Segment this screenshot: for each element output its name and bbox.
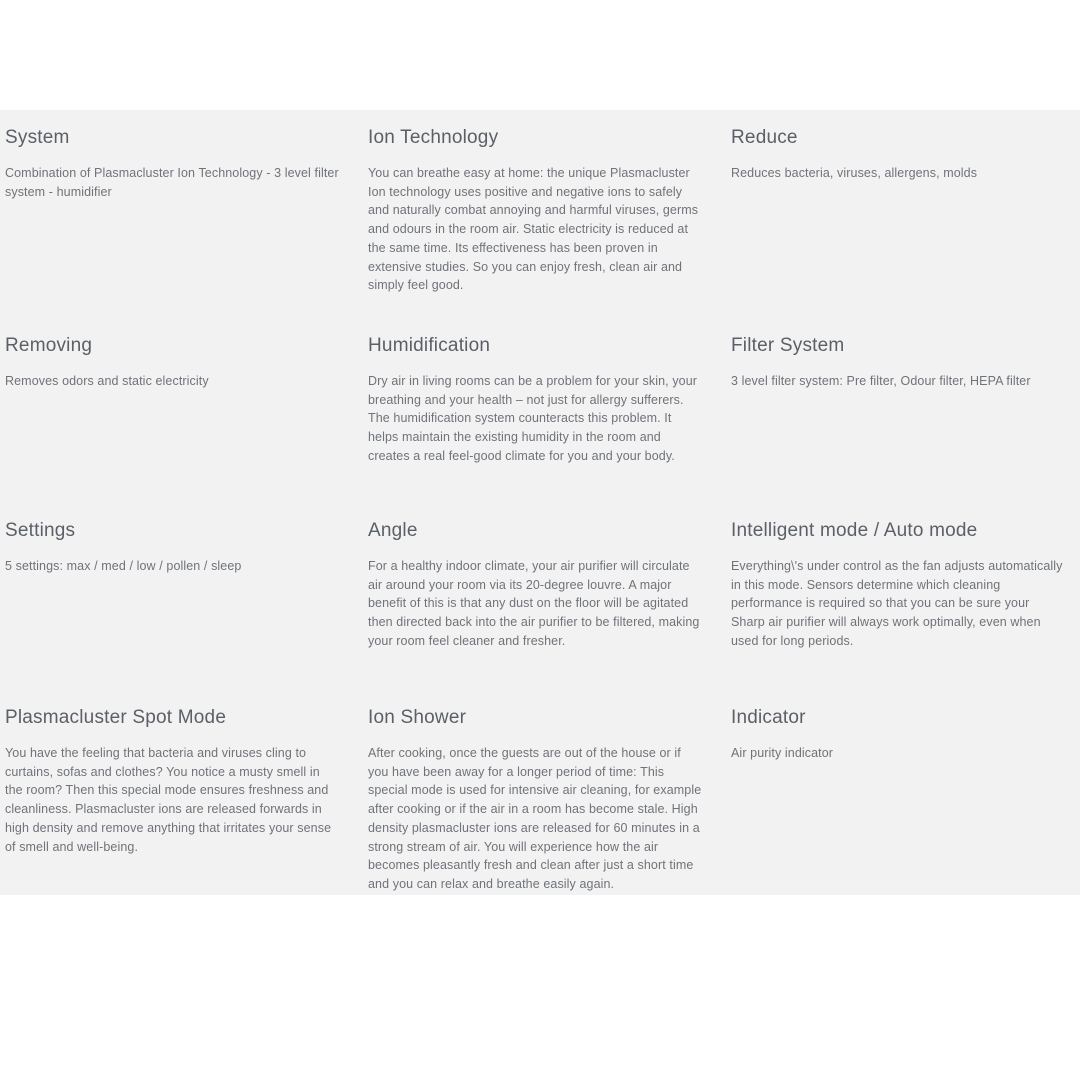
feature-card-indicator: [731, 690, 1066, 895]
feature-description: Dry air in living rooms can be a problem for your skin, your breathing and your health – not just for allergy sufferers. The humidification system counteracts this problem. It helps maintain the existing humidity in the room and creates a real feel-good climate for you and your body.: [368, 373, 698, 463]
feature-title: Plasmacluster Spot Mode: [5, 707, 227, 728]
feature-title: Ion Technology: [368, 127, 499, 148]
feature-card-intelligent-mode: [731, 503, 1066, 690]
feature-title: Indicator: [731, 707, 806, 728]
feature-card-humidification: [368, 318, 703, 503]
feature-card-plasmacluster-spot-mode: [5, 690, 340, 895]
feature-title: Settings: [5, 520, 76, 541]
feature-title: System: [5, 127, 70, 148]
feature-description: Removes odors and static electricity: [5, 373, 209, 388]
feature-title: Humidification: [368, 335, 491, 356]
feature-description: Combination of Plasmacluster Ion Technology - 3 level filter system - humidifier: [5, 165, 339, 199]
feature-card-reduce: [731, 110, 1066, 318]
feature-description: Everything\'s under control as the fan adjusts automatically in this mode. Sensors determine which cleaning performance is required so that you can be sure your Sharp air purifier will always work optimally, even when used for long periods.: [731, 558, 1063, 648]
feature-description: For a healthy indoor climate, your air purifier will circulate air around your room via its 20-degree louvre. A major benefit of this is that any dust on the floor will be agitated then directed back into the air purifier to be filtered, making your room feel cleaner and fresher.: [368, 558, 700, 648]
feature-card-settings: [5, 503, 340, 690]
feature-title: Removing: [5, 335, 93, 356]
feature-description: After cooking, once the guests are out of the house or if you have been away for a longer period of time: This special mode is used for intensive air cleaning, for example after cooking or if the air in a room has become stale. High density plasmacluster ions are released for 60 minutes in a strong stream of air. You will experience how the air becomes pleasantly fresh and clean after just a short time and you can relax and breathe easily again.: [368, 745, 702, 892]
feature-title: Ion Shower: [368, 707, 467, 728]
feature-description: You have the feeling that bacteria and viruses cling to curtains, sofas and clothes? You notice a musty smell in the room? Then this special mode ensures freshness and cleanliness. Plasmacluster ions are released forwards in high density and remove anything that irritates your sense of smell and well-being.: [5, 745, 332, 854]
feature-description: 5 settings: max / med / low / pollen / sleep: [5, 558, 242, 573]
feature-card-angle: [368, 503, 703, 690]
feature-title: Intelligent mode / Auto mode: [731, 520, 978, 541]
feature-card-system: [5, 110, 340, 318]
feature-card-filter-system: [731, 318, 1066, 503]
feature-description: Reduces bacteria, viruses, allergens, molds: [731, 165, 978, 180]
feature-description: Air purity indicator: [731, 745, 834, 760]
feature-title: Reduce: [731, 127, 798, 148]
features-section: [0, 110, 1080, 895]
top-whitespace: [0, 0, 1080, 110]
feature-card-removing: [5, 318, 340, 503]
feature-description: 3 level filter system: Pre filter, Odour filter, HEPA filter: [731, 373, 1031, 388]
feature-card-ion-shower: [368, 690, 703, 895]
feature-description: You can breathe easy at home: the unique Plasmacluster Ion technology uses positive and negative ions to safely and naturally combat annoying and harmful viruses, germs and odours in the room air. Static electricity is reduced at the same time. Its effectiveness has been proven in extensive studies. So you can enjoy fresh, clean air and simply feel good.: [368, 165, 699, 293]
feature-title: Filter System: [731, 335, 845, 356]
feature-card-ion-technology: [368, 110, 703, 318]
feature-title: Angle: [368, 520, 418, 541]
